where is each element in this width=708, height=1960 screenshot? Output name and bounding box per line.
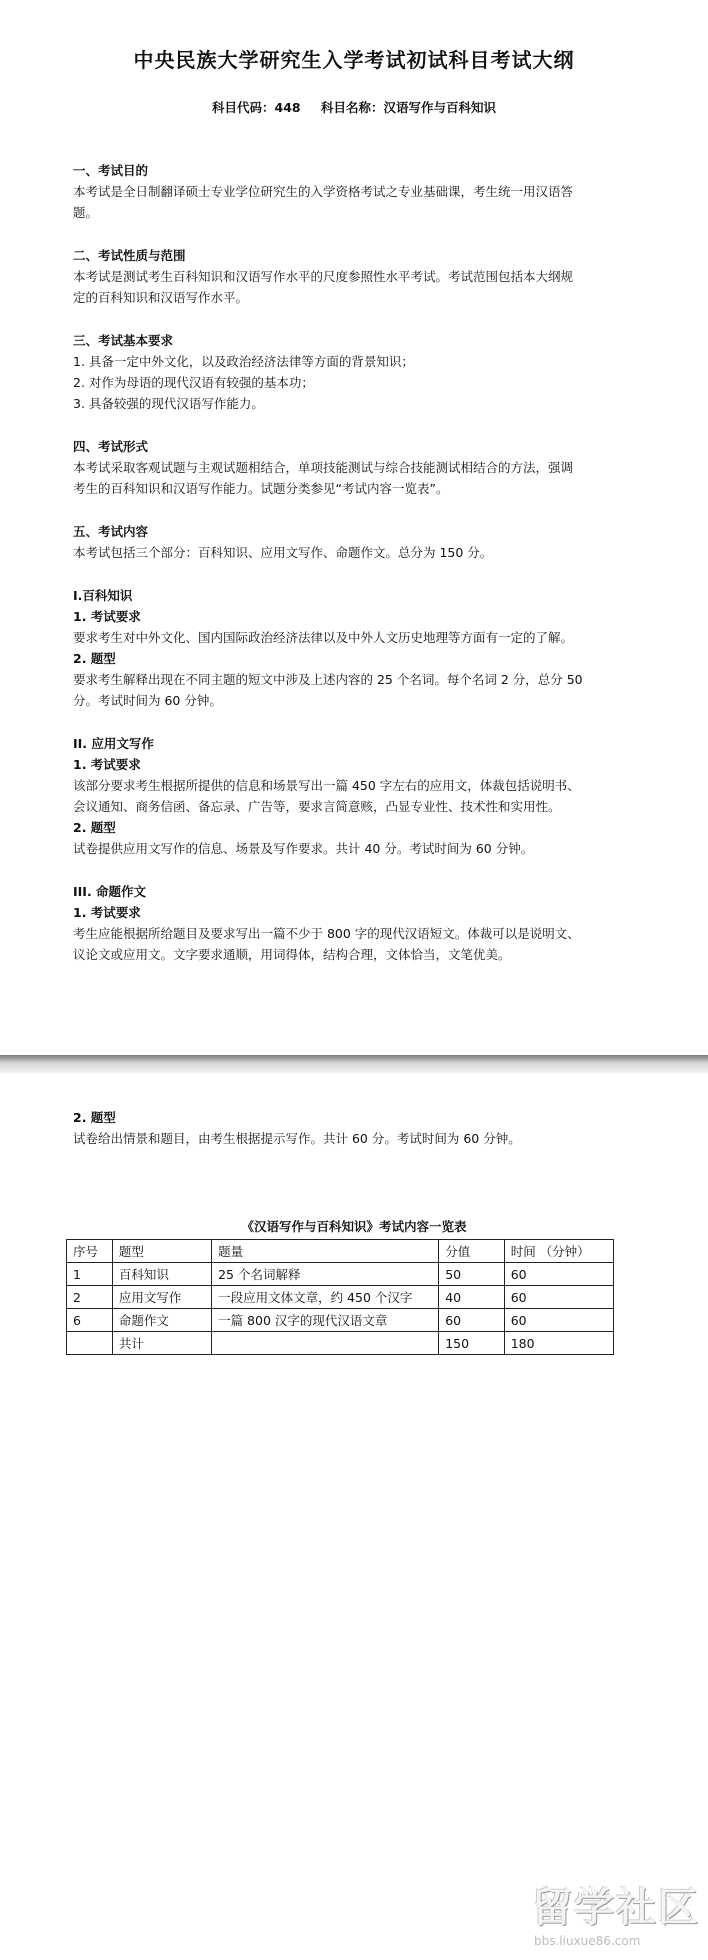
table-cell: 180 <box>504 1332 613 1355</box>
sub-heading: 1. 考试要求 <box>73 609 141 624</box>
table-total-row <box>67 1332 614 1355</box>
watermark-logo-text: 留学社区 <box>532 1885 700 1931</box>
document-body-continued <box>73 1107 648 1149</box>
paragraph-line: 定的百科知识和汉语写作水平。 <box>73 290 249 305</box>
paragraph-line: 考生的百科知识和汉语写作能力。试题分类参见“考试内容一览表”。 <box>73 481 449 496</box>
paragraph-line: 试卷给出情景和题目，由考生根据提示写作。共计 60 分。考试时间为 60 分钟。 <box>73 1131 521 1146</box>
table-header-cell: 序号 <box>67 1240 113 1263</box>
section-heading: 三、考试基本要求 <box>73 333 174 348</box>
section-heading: 四、考试形式 <box>73 439 149 454</box>
table-cell: 6 <box>67 1309 113 1332</box>
table-cell: 25 个名词解释 <box>212 1263 439 1286</box>
paragraph-line: 本考试采取客观试题与主观试题相结合，单项技能测试与综合技能测试相结合的方法，强调 <box>73 460 574 475</box>
subject-code: 科目代码：448 <box>212 100 301 115</box>
table-cell: 百科知识 <box>112 1263 211 1286</box>
sub-heading: 1. 考试要求 <box>73 905 141 920</box>
paragraph-line: 要求考生解释出现在不同主题的短文中涉及上述内容的 25 个名词。每个名词 2 分，总分 50 <box>73 672 583 687</box>
table-cell: 2 <box>67 1286 113 1309</box>
section-exam-nature <box>73 245 648 308</box>
part-heading: II. 应用文写作 <box>73 736 154 751</box>
section-exam-format <box>73 436 648 499</box>
document-title: 中央民族大学研究生入学考试初试科目考试大纲 <box>133 48 575 72</box>
subject-info <box>0 98 708 116</box>
paragraph-line: 要求考生对中外文化、国内国际政治经济法律以及中外人文历史地理等方面有一定的了解。 <box>73 630 574 645</box>
table-cell: 60 <box>504 1263 613 1286</box>
table-cell: 应用文写作 <box>112 1286 211 1309</box>
sub-heading: 2. 题型 <box>73 1110 116 1125</box>
paragraph-line: 题。 <box>73 205 99 220</box>
table-header-cell: 题型 <box>112 1240 211 1263</box>
table-header-cell: 题量 <box>212 1240 439 1263</box>
table-cell: 60 <box>439 1309 505 1332</box>
sub-heading: 1. 考试要求 <box>73 757 141 772</box>
subject-name: 科目名称：汉语写作与百科知识 <box>320 100 496 115</box>
table-row <box>67 1263 614 1286</box>
table-cell: 50 <box>439 1263 505 1286</box>
part-heading: I.百科知识 <box>73 588 133 603</box>
paragraph-line: 考生应能根据所给题目及要求写出一篇不少于 800 字的现代汉语短文。体裁可以是说明文、 <box>73 926 580 941</box>
table-cell: 60 <box>504 1309 613 1332</box>
paragraph-line: 该部分要求考生根据所提供的信息和场景写出一篇 450 字左右的应用文，体裁包括说明书、 <box>73 778 580 793</box>
table-cell <box>67 1332 113 1355</box>
sub-heading: 2. 题型 <box>73 820 116 835</box>
table-cell: 1 <box>67 1263 113 1286</box>
section-heading: 五、考试内容 <box>73 524 149 539</box>
section-exam-content <box>73 521 648 563</box>
watermark-url: bbs.liuxue86.com <box>534 1934 641 1948</box>
table-row <box>67 1286 614 1309</box>
part-general-knowledge <box>73 585 648 711</box>
table-cell: 一段应用文体文章，约 450 个汉字 <box>212 1286 439 1309</box>
table-cell: 150 <box>439 1332 505 1355</box>
section-basic-requirements <box>73 330 648 414</box>
table-cell <box>212 1332 439 1355</box>
table-title: 《汉语写作与百科知识》考试内容一览表 <box>241 1219 467 1234</box>
sub-heading: 2. 题型 <box>73 651 116 666</box>
document-body <box>73 160 648 965</box>
list-item: 1. 具备一定中外文化，以及政治经济法律等方面的背景知识； <box>73 354 414 369</box>
paragraph-line: 试卷提供应用文写作的信息、场景及写作要求。共计 40 分。考试时间为 60 分钟。 <box>73 841 534 856</box>
paragraph-line: 本考试是测试考生百科知识和汉语写作水平的尺度参照性水平考试。考试范围包括本大纲规 <box>73 269 574 284</box>
table-header-cell: 分值 <box>439 1240 505 1263</box>
table-header-row <box>67 1240 614 1263</box>
paragraph-line: 本考试包括三个部分：百科知识、应用文写作、命题作文。总分为 150 分。 <box>73 545 493 560</box>
exam-content-table <box>66 1239 614 1355</box>
table-cell: 60 <box>504 1286 613 1309</box>
list-item: 2. 对作为母语的现代汉语有较强的基本功； <box>73 375 314 390</box>
document-page-2 <box>0 1073 708 1960</box>
section-exam-purpose <box>73 160 648 223</box>
list-item: 3. 具备较强的现代汉语写作能力。 <box>73 396 264 411</box>
part-composition <box>73 881 648 965</box>
table-row <box>67 1309 614 1332</box>
section-heading: 二、考试性质与范围 <box>73 248 186 263</box>
paragraph-line: 议论文或应用文。文字要求通顺，用词得体，结构合理，文体恰当，文笔优美。 <box>73 947 511 962</box>
section-heading: 一、考试目的 <box>73 163 149 178</box>
site-watermark <box>532 1876 702 1956</box>
table-cell: 共计 <box>112 1332 211 1355</box>
table-header-cell: 时间 （分钟） <box>504 1240 613 1263</box>
paragraph-line: 分。考试时间为 60 分钟。 <box>73 693 222 708</box>
part-heading: III. 命题作文 <box>73 884 147 899</box>
table-cell: 命题作文 <box>112 1309 211 1332</box>
part-practical-writing <box>73 733 648 859</box>
table-cell: 40 <box>439 1286 505 1309</box>
page-separator <box>0 1055 708 1073</box>
paragraph-line: 本考试是全日制翻译硕士专业学位研究生的入学资格考试之专业基础课，考生统一用汉语答 <box>73 184 574 199</box>
paragraph-line: 会议通知、商务信函、备忘录、广告等，要求言简意赅，凸显专业性、技术性和实用性。 <box>73 799 561 814</box>
table-cell: 一篇 800 汉字的现代汉语文章 <box>212 1309 439 1332</box>
